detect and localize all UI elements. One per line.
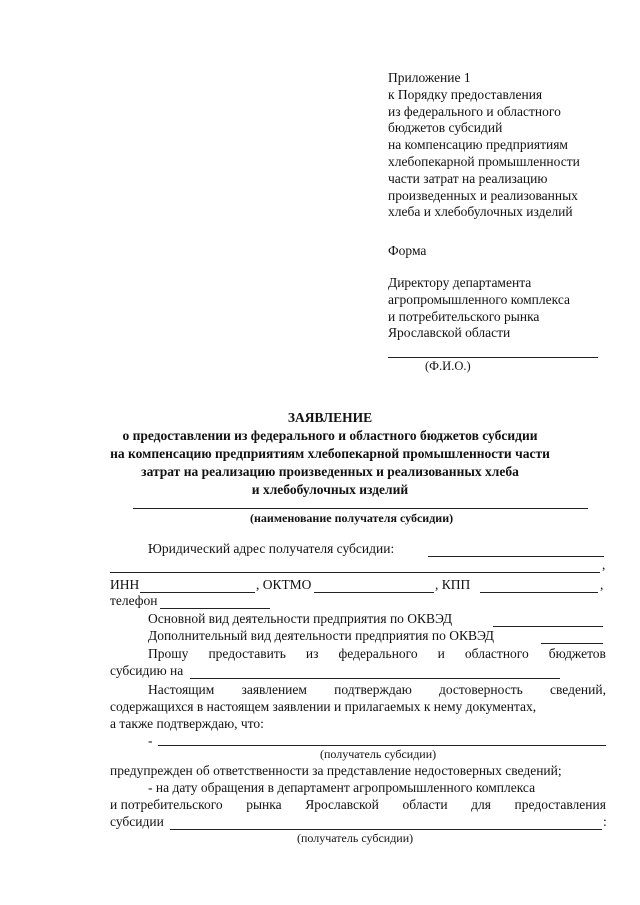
- word: из: [305, 646, 319, 661]
- main-activity-field[interactable]: [493, 626, 603, 627]
- confirm-line-3: а также подтверждаю, что:: [110, 716, 264, 731]
- legal-address-line-2[interactable]: [110, 572, 600, 573]
- word: федерального: [338, 646, 418, 661]
- confirm-line: [148, 682, 606, 698]
- word: и: [437, 646, 445, 661]
- word: Настоящим: [148, 682, 215, 697]
- extra-activity-label: Дополнительный вид деятельности предприятия по ОКВЭД: [148, 628, 494, 643]
- recipient-name-line[interactable]: [133, 508, 588, 509]
- title-line: о предоставлении из федерального и областного бюджетов субсидии: [122, 428, 538, 443]
- fio-caption: (Ф.И.О.): [425, 359, 471, 373]
- warned-line: предупрежден об ответственности за представление недостоверных сведений;: [110, 763, 562, 778]
- appendix-line: Приложение 1: [388, 70, 471, 85]
- word: подтверждаю: [334, 682, 412, 697]
- subsidy-purpose-field[interactable]: [190, 678, 560, 679]
- title-line: и хлебобулочных изделий: [251, 482, 409, 497]
- appendix-line: из федерального и областного: [388, 103, 561, 119]
- title-line: на компенсацию предприятиям хлебопекарной промышленности части: [110, 446, 550, 461]
- phone-field[interactable]: [160, 608, 270, 609]
- appendix-line: хлеба и хлебобулочных изделий: [388, 204, 573, 220]
- recipient-caption-2: (получатель субсидии): [297, 831, 414, 845]
- word: заявлением: [241, 682, 307, 697]
- inn-label: ИНН: [110, 577, 140, 592]
- legal-address-line[interactable]: [428, 556, 604, 557]
- appendix-note: [388, 70, 580, 221]
- subsidy-label: субсидии: [110, 814, 164, 829]
- appendix-line: части затрат на реализацию: [388, 170, 548, 186]
- appendix-line: к Порядку предоставления: [388, 86, 543, 102]
- addressee-line: и потребительского рынка: [388, 308, 540, 324]
- colon: :: [603, 814, 607, 829]
- word: области: [402, 797, 448, 812]
- recipient-field[interactable]: [158, 745, 606, 746]
- appendix-line: произведенных и реализованных: [388, 187, 578, 203]
- fio-blank-line[interactable]: [388, 357, 598, 358]
- kpp-field[interactable]: [480, 592, 598, 593]
- addressee-block: [388, 275, 570, 342]
- word: предоставления: [514, 797, 606, 812]
- main-activity-label: Основной вид деятельности предприятия по ОКВЭД: [148, 611, 453, 626]
- subsidy-for-label: субсидию на: [110, 663, 184, 678]
- kpp-label: , КПП: [435, 577, 471, 592]
- oktmo-label: , ОКТМО: [256, 577, 312, 592]
- recipient-field-2[interactable]: [170, 829, 602, 830]
- dash: -: [148, 733, 153, 748]
- appendix-line: на компенсацию предприятиям: [388, 137, 568, 153]
- recipient-name-caption: (наименование получателя субсидии): [250, 511, 454, 525]
- form-label: Форма: [388, 243, 427, 258]
- appendix-line: бюджетов субсидий: [388, 120, 503, 136]
- addressee-line: агропромышленного комплекса: [388, 291, 570, 307]
- comma: ,: [602, 557, 606, 572]
- recipient-caption: (получатель субсидии): [320, 747, 437, 761]
- word: областного: [464, 646, 529, 661]
- extra-activity-field[interactable]: [541, 643, 603, 644]
- word: сведений,: [549, 682, 606, 697]
- legal-address-label: Юридический адрес получателя субсидии:: [148, 541, 395, 556]
- appendix-line: хлебопекарной промышленности: [388, 153, 580, 169]
- date-line-2: [110, 797, 606, 813]
- word: достоверность: [438, 682, 523, 697]
- request-line: [148, 646, 606, 662]
- addressee-line: Ярославской области: [388, 325, 511, 341]
- word: предоставить: [208, 646, 286, 661]
- word: для: [471, 797, 491, 812]
- word: бюджетов: [548, 646, 606, 661]
- confirm-line-2: содержащихся в настоящем заявлении и прилагаемых к нему документах,: [110, 699, 537, 714]
- word: Ярославской: [305, 797, 379, 812]
- addressee-line: Директору департамента: [388, 275, 532, 290]
- word: и потребительского: [110, 797, 223, 812]
- comma: ,: [600, 577, 604, 592]
- document-heading: ЗАЯВЛЕНИЕ: [287, 410, 373, 425]
- word: Прошу: [148, 646, 189, 661]
- oktmo-field[interactable]: [314, 592, 434, 593]
- title-line: затрат на реализацию произведенных и реализованных хлеба: [141, 464, 519, 479]
- word: рынка: [246, 797, 282, 812]
- phone-label: телефон: [110, 593, 158, 608]
- date-line-1: - на дату обращения в департамент агропромышленного комплекса: [148, 780, 536, 795]
